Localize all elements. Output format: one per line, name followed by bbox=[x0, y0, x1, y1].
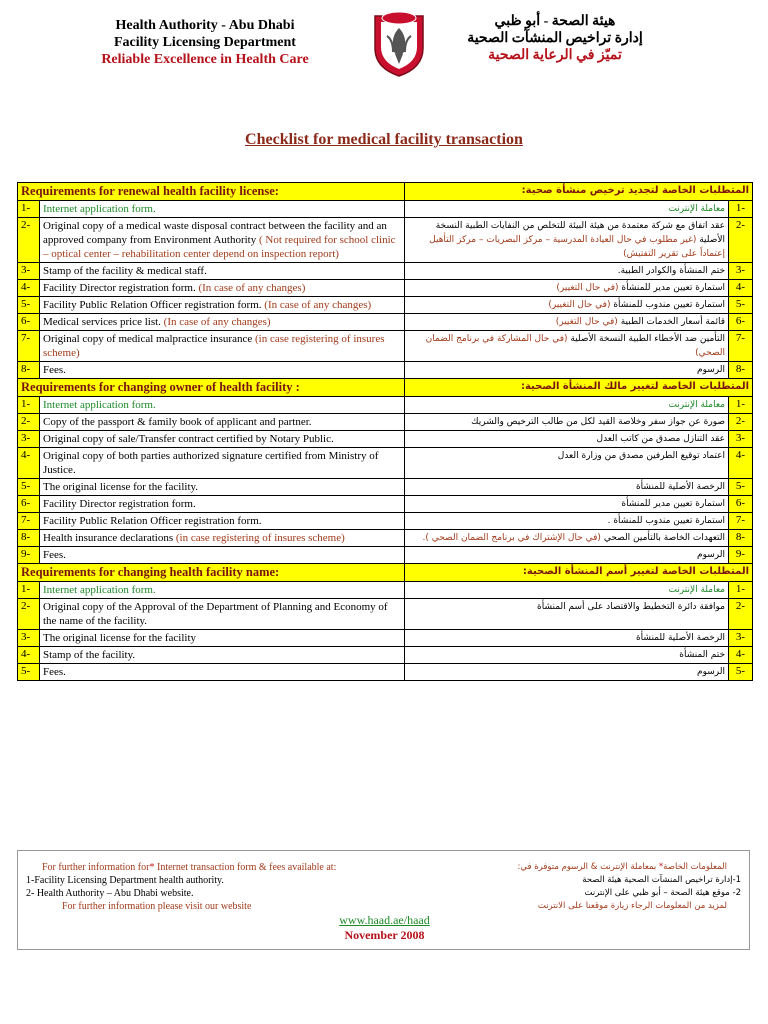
requirement-ar: الرسوم bbox=[405, 362, 729, 379]
table-row bbox=[18, 630, 753, 647]
requirement-en: Copy of the passport & family book of applicant and partner. bbox=[40, 414, 405, 431]
item-number-en: 5- bbox=[18, 664, 40, 681]
requirement-en: Original copy of medical malpractice insurance (in case registering of insures scheme) bbox=[40, 331, 405, 362]
requirement-en: Fees. bbox=[40, 547, 405, 564]
requirement-en: Original copy of the Approval of the Department of Planning and Economy of the name of the facility. bbox=[40, 599, 405, 630]
item-number-ar: 4- bbox=[729, 280, 753, 297]
requirement-ar: صورة عن جواز سفر وخلاصة القيد لكل من طالب الترخيص والشريك bbox=[405, 414, 729, 431]
requirement-en: Stamp of the facility & medical staff. bbox=[40, 263, 405, 280]
authority-name-ar: هيئة الصحة - أبو ظبي bbox=[494, 14, 616, 29]
requirement-en: Facility Director registration form. bbox=[40, 496, 405, 513]
item-number-en: 8- bbox=[18, 362, 40, 379]
item-number-en: 5- bbox=[18, 297, 40, 314]
requirement-en: Health insurance declarations (in case registering of insures scheme) bbox=[40, 530, 405, 547]
requirement-ar: الرسوم bbox=[405, 547, 729, 564]
section-title-ar: المتطلبات الخاصة لتغيير أسم المنشأة الصحية: bbox=[405, 564, 753, 582]
item-number-en: 4- bbox=[18, 647, 40, 664]
slogan-en: Reliable Excellence in Health Care bbox=[101, 52, 309, 67]
requirement-en: Original copy of sale/Transfer contract certified by Notary Public. bbox=[40, 431, 405, 448]
section-header bbox=[18, 183, 753, 201]
footer-english: For further information for* Internet transaction form & fees available at: 1-Facility Licensing Department health authority. 2- Health Authority – Abu Dhabi website. For further information please visit our website bbox=[26, 862, 337, 912]
table-row bbox=[18, 647, 753, 664]
requirement-ar: معاملة الإنترنت bbox=[405, 201, 729, 218]
table-row bbox=[18, 263, 753, 280]
requirement-en: Facility Public Relation Officer registration form. (In case of any changes) bbox=[40, 297, 405, 314]
requirement-en: Original copy of a medical waste disposal contract between the facility and an approved company from Environment Authority ( Not required for school clinic – optical center – rehabilitation center depend on inspection report) bbox=[40, 218, 405, 263]
requirement-en: Stamp of the facility. bbox=[40, 647, 405, 664]
item-number-en: 1- bbox=[18, 201, 40, 218]
section-title-en: Requirements for changing owner of health facility : bbox=[18, 379, 405, 397]
requirement-ar: التأمين ضد الأخطاء الطبية النسخة الأصلية (في حال المشاركة في برنامج الضمان الصحي) bbox=[405, 331, 729, 362]
item-number-ar: 5- bbox=[729, 479, 753, 496]
requirement-en: The original license for the facility. bbox=[40, 479, 405, 496]
department-name-ar: إدارة تراخيص المنشآت الصحية bbox=[467, 31, 643, 46]
requirement-en: Internet application form. bbox=[40, 582, 405, 599]
header-english bbox=[95, 17, 315, 68]
item-number-en: 3- bbox=[18, 431, 40, 448]
requirement-note-ar: (في حال التغيير) bbox=[548, 300, 611, 310]
item-number-ar: 7- bbox=[729, 513, 753, 530]
section-title-en: Requirements for changing health facility name: bbox=[18, 564, 405, 582]
item-number-ar: 2- bbox=[729, 218, 753, 263]
item-number-en: 2- bbox=[18, 414, 40, 431]
item-number-en: 6- bbox=[18, 496, 40, 513]
item-number-en: 3- bbox=[18, 263, 40, 280]
item-number-en: 6- bbox=[18, 314, 40, 331]
table-row bbox=[18, 201, 753, 218]
haad-logo-icon bbox=[369, 6, 429, 78]
item-number-en: 7- bbox=[18, 513, 40, 530]
requirement-en: Facility Director registration form. (In case of any changes) bbox=[40, 280, 405, 297]
authority-name-en: Health Authority - Abu Dhabi bbox=[115, 18, 295, 33]
requirement-note-en: (in case registering of insures scheme) bbox=[175, 532, 345, 544]
requirement-ar: استمارة تعيين مندوب للمنشأة . bbox=[405, 513, 729, 530]
requirement-ar: الرخصة الأصلية للمنشأة bbox=[405, 479, 729, 496]
requirement-note-ar: (في حال الإشتراك في برنامج الضمان الصحي ). bbox=[422, 533, 601, 543]
requirement-en: Internet application form. bbox=[40, 397, 405, 414]
department-name-en: Facility Licensing Department bbox=[114, 35, 296, 50]
slogan-ar: تميّز في الرعاية الصحية bbox=[488, 48, 622, 63]
requirement-ar: عقد التنازل مصدق من كاتب العدل bbox=[405, 431, 729, 448]
table-row bbox=[18, 297, 753, 314]
item-number-ar: 1- bbox=[729, 397, 753, 414]
requirement-en: Fees. bbox=[40, 664, 405, 681]
requirement-ar: الرخصة الأصلية للمنشأة bbox=[405, 630, 729, 647]
item-number-en: 7- bbox=[18, 331, 40, 362]
item-number-ar: 7- bbox=[729, 331, 753, 362]
requirement-ar: استمارة تعيين مندوب للمنشأة (في حال التغيير) bbox=[405, 297, 729, 314]
item-number-en: 2- bbox=[18, 599, 40, 630]
section-title-ar: المتطلبات الخاصة لتجديد ترخيص منشأة صحية: bbox=[405, 183, 753, 201]
table-row bbox=[18, 530, 753, 547]
item-number-ar: 5- bbox=[729, 664, 753, 681]
table-row bbox=[18, 331, 753, 362]
footer-info-box bbox=[17, 850, 750, 950]
requirement-ar: معاملة الإنترنت bbox=[405, 582, 729, 599]
item-number-ar: 2- bbox=[729, 599, 753, 630]
table-row bbox=[18, 582, 753, 599]
requirement-ar: اعتماد توقيع الطرفين مصدق من وزارة العدل bbox=[405, 448, 729, 479]
requirement-ar: موافقة دائرة التخطيط والاقتصاد على أسم المنشأة bbox=[405, 599, 729, 630]
requirement-note-ar: (في حال التغيير) bbox=[555, 317, 618, 327]
item-number-ar: 8- bbox=[729, 362, 753, 379]
table-row bbox=[18, 431, 753, 448]
item-number-en: 4- bbox=[18, 448, 40, 479]
table-row bbox=[18, 414, 753, 431]
item-number-ar: 8- bbox=[729, 530, 753, 547]
item-number-ar: 9- bbox=[729, 547, 753, 564]
requirement-note-en: (In case of any changes) bbox=[163, 316, 271, 328]
item-number-ar: 4- bbox=[729, 647, 753, 664]
requirement-ar: استمارة تعيين مدير للمنشأة bbox=[405, 496, 729, 513]
item-number-en: 2- bbox=[18, 218, 40, 263]
table-row bbox=[18, 362, 753, 379]
requirement-en: Facility Public Relation Officer registration form. bbox=[40, 513, 405, 530]
item-number-ar: 3- bbox=[729, 263, 753, 280]
requirement-note-en: (in case registering of insures scheme) bbox=[43, 333, 385, 359]
item-number-ar: 1- bbox=[729, 582, 753, 599]
item-number-ar: 6- bbox=[729, 496, 753, 513]
requirement-ar: استمارة تعيين مدير للمنشأة (في حال التغيير) bbox=[405, 280, 729, 297]
table-row bbox=[18, 448, 753, 479]
item-number-en: 1- bbox=[18, 582, 40, 599]
item-number-en: 3- bbox=[18, 630, 40, 647]
item-number-ar: 1- bbox=[729, 201, 753, 218]
table-row bbox=[18, 280, 753, 297]
table-row bbox=[18, 513, 753, 530]
table-row bbox=[18, 218, 753, 263]
document-title: Checklist for medical facility transaction bbox=[245, 131, 523, 148]
item-number-en: 9- bbox=[18, 547, 40, 564]
requirement-ar: معاملة الإنترنت bbox=[405, 397, 729, 414]
requirement-en: Fees. bbox=[40, 362, 405, 379]
table-row bbox=[18, 664, 753, 681]
item-number-ar: 2- bbox=[729, 414, 753, 431]
requirement-note-en: (In case of any changes) bbox=[198, 282, 306, 294]
table-row bbox=[18, 599, 753, 630]
item-number-ar: 3- bbox=[729, 630, 753, 647]
requirement-ar: قائمة أسعار الخدمات الطبية (في حال التغيير) bbox=[405, 314, 729, 331]
header-arabic bbox=[455, 13, 655, 65]
section-header bbox=[18, 379, 753, 397]
requirement-note-en: (In case of any changes) bbox=[264, 299, 372, 311]
item-number-en: 5- bbox=[18, 479, 40, 496]
item-number-ar: 4- bbox=[729, 448, 753, 479]
requirement-en: Original copy of both parties authorized signature certified from Ministry of Justice. bbox=[40, 448, 405, 479]
table-row bbox=[18, 314, 753, 331]
requirement-en: Internet application form. bbox=[40, 201, 405, 218]
website-link[interactable]: www.haad.ae/haad bbox=[339, 913, 430, 927]
requirement-note-ar: (في حال المشاركة في برنامج الضمان الصحي) bbox=[425, 334, 726, 358]
item-number-ar: 6- bbox=[729, 314, 753, 331]
requirement-note-en: ( Not required for school clinic – optical center – rehabilitation center depend on inspection report) bbox=[43, 234, 396, 260]
section-title-ar: المتطلبات الخاصة لتغيير مالك المنشأة الصحية: bbox=[405, 379, 753, 397]
requirement-ar: عقد اتفاق مع شركة معتمدة من هيئة البيئة للتخلص من النفايات الطبية النسخة الأصلية (غير مطلوب في حال العيادة المدرسية – مركز البصريات – مركز التأهيل إعتماداً على تقرير التفتيش) bbox=[405, 218, 729, 263]
item-number-ar: 3- bbox=[729, 431, 753, 448]
requirement-en: Medical services price list. (In case of any changes) bbox=[40, 314, 405, 331]
checklist-table bbox=[17, 182, 753, 681]
section-title-en: Requirements for renewal health facility license: bbox=[18, 183, 405, 201]
requirement-note-ar: (في حال التغيير) bbox=[556, 283, 619, 293]
section-header bbox=[18, 564, 753, 582]
requirement-ar: التعهدات الخاصة بالتأمين الصحي (في حال الإشتراك في برنامج الضمان الصحي ). bbox=[405, 530, 729, 547]
item-number-ar: 5- bbox=[729, 297, 753, 314]
table-row bbox=[18, 547, 753, 564]
table-row bbox=[18, 496, 753, 513]
table-row bbox=[18, 479, 753, 496]
footer-arabic: المعلومات الخاصة* بمعاملة الإنترنت & الرسوم متوفرة في: 1-إدارة تراخيص المنشآت الصحية هيئة الصحة 2- موقع هيئة الصحة – أبو ظبي على الإنترنت لمزيد من المعلومات الرجاء زيارة موقعنا على الانترنت bbox=[517, 862, 741, 911]
requirement-ar: ختم المنشأة bbox=[405, 647, 729, 664]
requirement-en: The original license for the facility bbox=[40, 630, 405, 647]
item-number-en: 1- bbox=[18, 397, 40, 414]
requirement-ar: الرسوم bbox=[405, 664, 729, 681]
requirement-ar: ختم المنشأة والكوادر الطبية. bbox=[405, 263, 729, 280]
item-number-en: 8- bbox=[18, 530, 40, 547]
item-number-en: 4- bbox=[18, 280, 40, 297]
requirement-note-ar: (غير مطلوب في حال العيادة المدرسية – مركز البصريات – مركز التأهيل إعتماداً على تقرير التفتيش) bbox=[429, 235, 726, 259]
publication-date: November 2008 bbox=[344, 928, 425, 942]
table-row bbox=[18, 397, 753, 414]
